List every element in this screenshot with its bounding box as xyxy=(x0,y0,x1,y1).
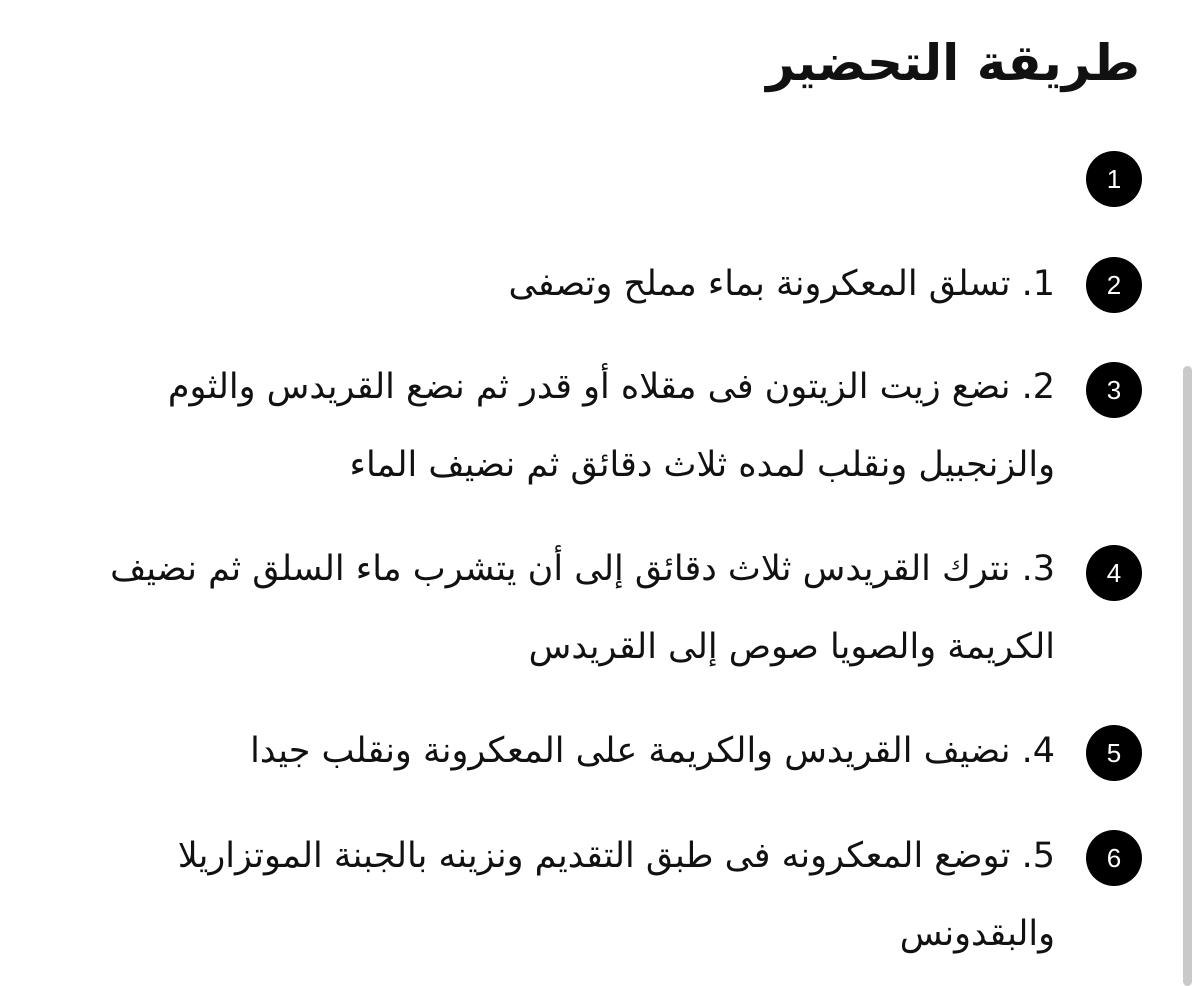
step-text: 3. نترك القريدس ثلاث دقائق إلى أن يتشرب ماء السلق ثم نضيف الكريمة والصويا صوص إلى القريدس xyxy=(110,549,1055,667)
step-number-badge: 6 xyxy=(1086,830,1142,886)
step-number-badge: 2 xyxy=(1086,257,1142,313)
step-text: 2. نضع زيت الزيتون فى مقلاه أو قدر ثم نضع القريدس والثوم والزنجبيل ونقلب لمده ثلاث دقائق ثم نضيف الماء xyxy=(167,367,1055,485)
step-number-badge: 4 xyxy=(1086,545,1142,601)
step-number-badge: 3 xyxy=(1086,362,1142,418)
page-title: طريقة التحضير xyxy=(766,34,1140,92)
step-text: 4. نضيف القريدس والكريمة على المعكرونة ونقلب جيدا xyxy=(250,731,1055,771)
step-text: 1. تسلق المعكرونة بماء مملح وتصفى xyxy=(508,264,1055,304)
step-number-badge: 5 xyxy=(1086,725,1142,781)
step-number-badge: 1 xyxy=(1086,151,1142,207)
vertical-scrollbar[interactable] xyxy=(1183,366,1192,986)
step-text: 5. توضع المعكرونه فى طبق التقديم ونزينه بالجبنة الموتزاريلا والبقدونس xyxy=(177,836,1055,954)
